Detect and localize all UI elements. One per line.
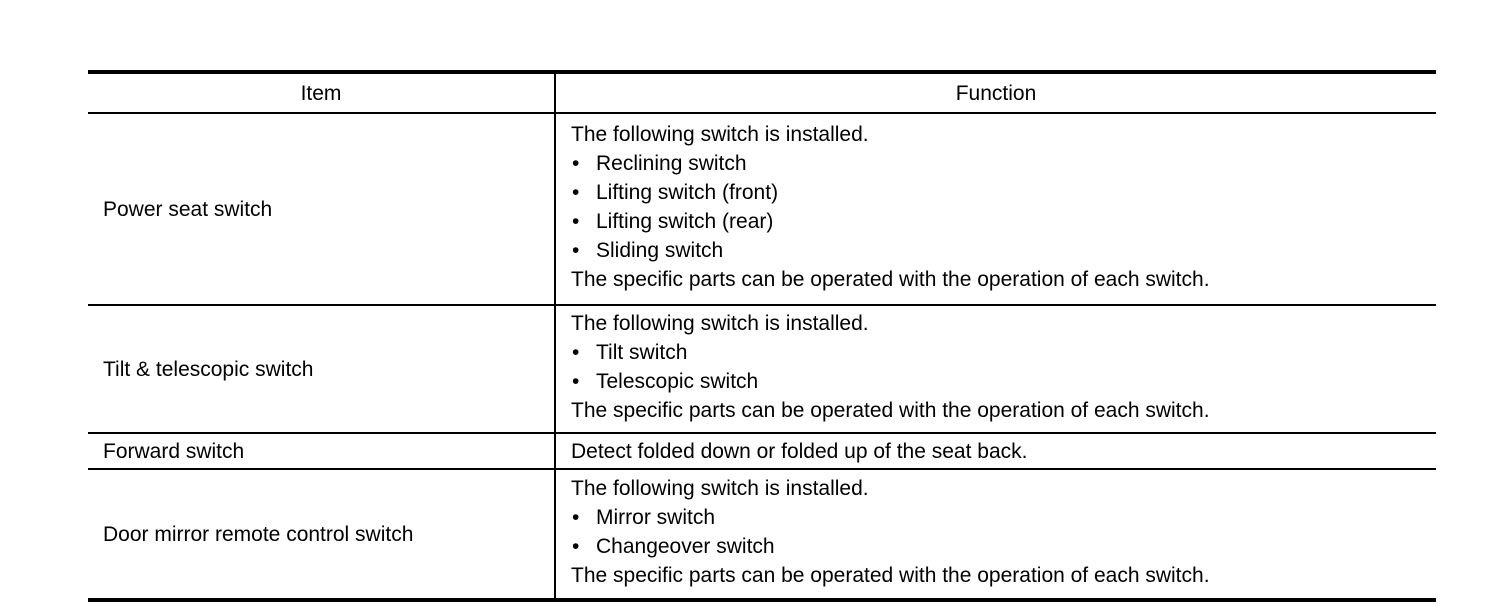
item-cell: Forward switch [88,433,555,469]
bullet-icon: • [572,370,580,393]
bullet-icon: • [572,341,580,364]
bullet-icon: • [572,181,580,204]
bullet-text: Mirror switch [596,506,715,529]
bullet-item [571,178,1436,207]
header-item: Item [88,72,555,113]
function-outro: The specific parts can be operated with the operation of each switch. [571,399,1210,422]
table-row [88,305,1436,433]
bullet-text: Reclining switch [596,152,747,175]
table-row [88,113,1436,305]
bullet-icon: • [572,535,580,558]
table-header-row [88,72,1436,113]
bullet-text: Telescopic switch [596,370,759,393]
function-cell [555,433,1436,469]
header-function: Function [555,72,1436,113]
bullet-item [571,503,1436,532]
bullet-item [571,149,1436,178]
bullet-text: Tilt switch [596,341,688,364]
bullet-item [571,207,1436,236]
table-row [88,433,1436,469]
bullet-text: Lifting switch (rear) [596,210,774,233]
function-intro: The following switch is installed. [571,312,869,335]
function-cell [555,305,1436,433]
bullet-item [571,236,1436,265]
item-cell: Tilt & telescopic switch [88,305,555,433]
bullet-icon: • [572,239,580,262]
function-intro: The following switch is installed. [571,477,869,500]
function-intro: Detect folded down or folded up of the seat back. [571,439,1028,463]
bullet-icon: • [572,152,580,175]
bullet-icon: • [572,210,580,233]
function-outro: The specific parts can be operated with the operation of each switch. [571,564,1210,587]
bullet-text: Sliding switch [596,239,724,262]
bullet-icon: • [572,506,580,529]
function-intro: The following switch is installed. [571,123,869,146]
item-cell: Door mirror remote control switch [88,469,555,600]
bullet-item [571,338,1436,367]
function-cell [555,113,1436,305]
function-cell [555,469,1436,600]
bullet-text: Changeover switch [596,535,775,558]
table-row [88,469,1436,600]
bullet-item [571,367,1436,396]
switch-function-table [88,70,1436,602]
item-cell: Power seat switch [88,113,555,305]
bullet-text: Lifting switch (front) [596,181,779,204]
function-outro: The specific parts can be operated with the operation of each switch. [571,268,1210,291]
bullet-item [571,532,1436,561]
